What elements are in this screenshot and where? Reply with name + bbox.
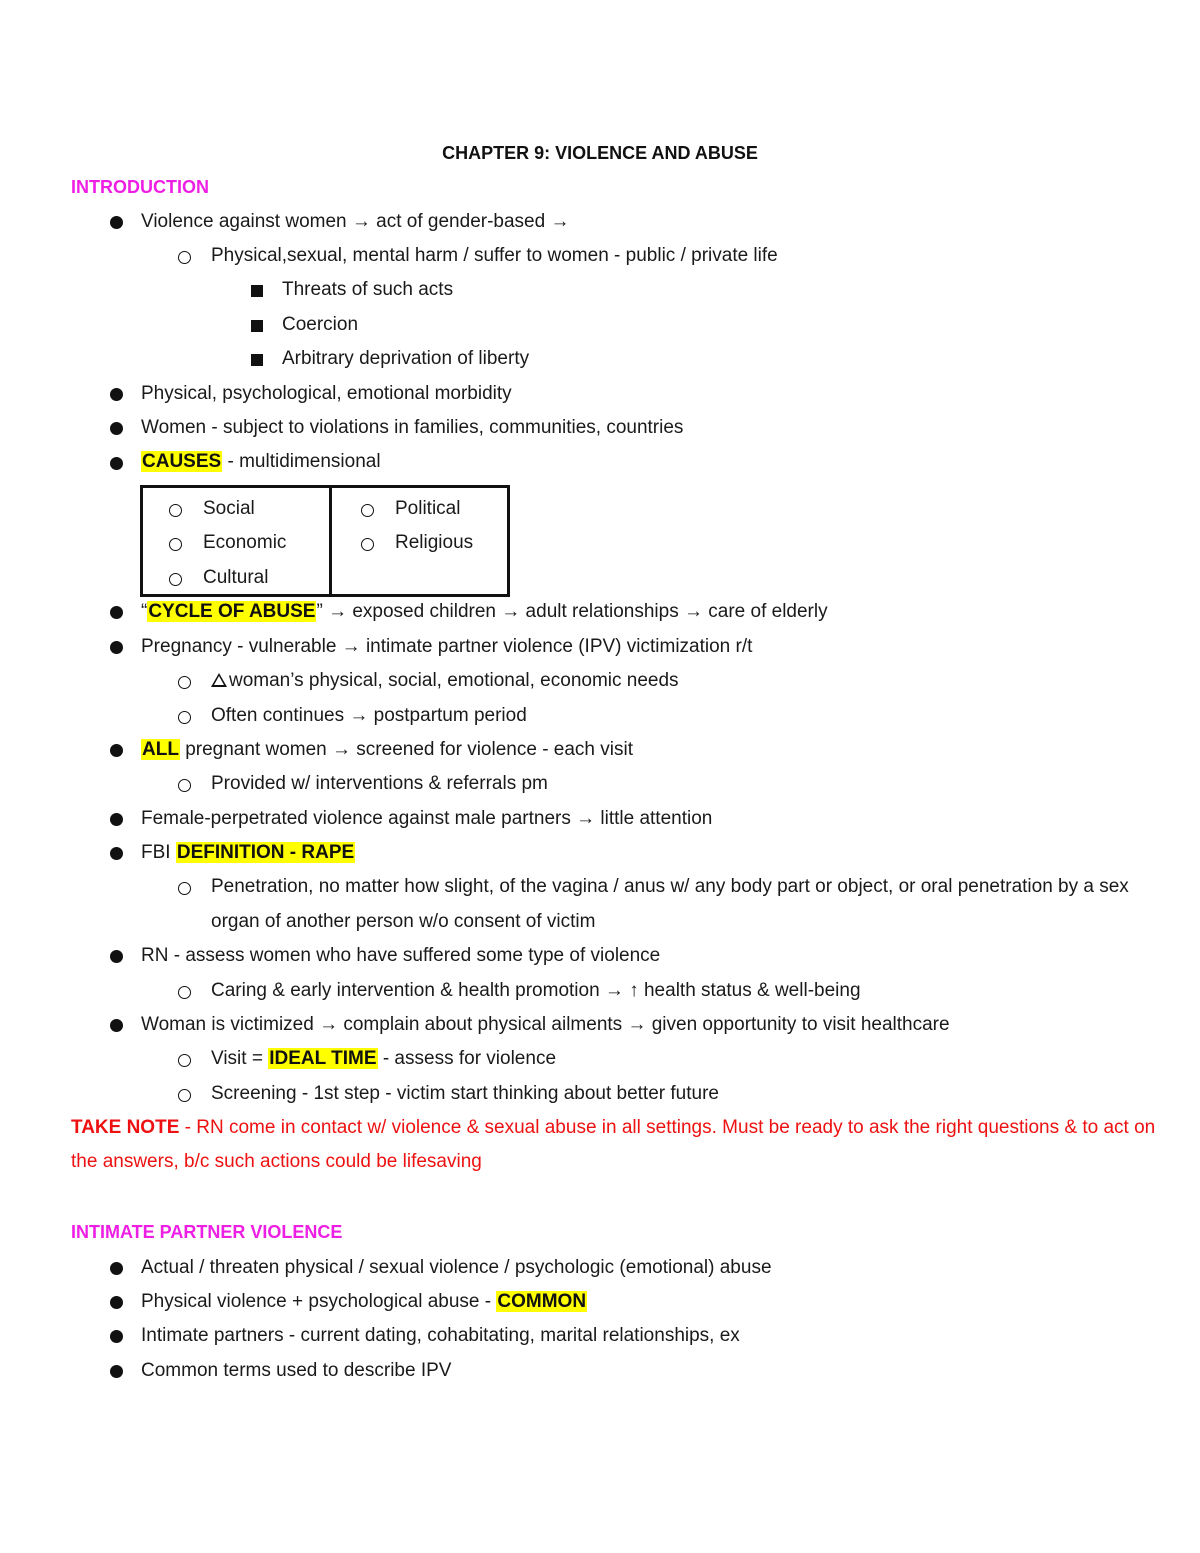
list-item: Physical,sexual, mental harm / suffer to women - public / private life (211, 245, 778, 266)
list-item: Screening - 1st step - victim start thinking about better future (211, 1083, 719, 1104)
list-item (141, 450, 381, 474)
list-item: Physical, psychological, emotional morbidity (141, 383, 512, 404)
bullet-square-icon (251, 320, 263, 332)
list-item (141, 1290, 587, 1314)
section-heading-ipv: INTIMATE PARTNER VIOLENCE (71, 1222, 343, 1242)
bullet-dot-icon (110, 1330, 123, 1343)
list-item-text: ” → exposed children → adult relationships → care of elderly (316, 601, 828, 622)
causes-table-divider (329, 485, 332, 597)
list-item: Common terms used to describe IPV (141, 1360, 452, 1381)
bullet-dot-icon (110, 1296, 123, 1309)
list-item-text: - assess for violence (377, 1048, 557, 1069)
list-item: Women - subject to violations in families, communities, countries (141, 417, 684, 438)
causes-item-religious: Religious (395, 532, 474, 553)
bullet-circle-icon (178, 1054, 191, 1067)
list-item: Intimate partners - current dating, cohabitating, marital relationships, ex (141, 1325, 740, 1346)
list-item: Penetration, no matter how slight, of the vagina / anus w/ any body part or object, or oral penetration by a sex (211, 876, 1129, 897)
bullet-dot-icon (110, 1365, 123, 1378)
bullet-square-icon (251, 285, 263, 297)
list-item: Coercion (282, 314, 359, 335)
list-item-text: “ (141, 601, 148, 622)
bullet-dot-icon (110, 641, 123, 654)
bullet-square-icon (251, 354, 263, 366)
causes-item-social: Social (203, 498, 255, 519)
list-item (211, 669, 679, 693)
causes-item-economic: Economic (203, 532, 287, 553)
list-item-text: FBI (141, 842, 176, 863)
bullet-circle-icon (178, 251, 191, 264)
list-item-text: - multidimensional (222, 451, 381, 472)
take-note-label: TAKE NOTE (71, 1117, 180, 1138)
bullet-dot-icon (110, 813, 123, 826)
highlight-all: ALL (142, 739, 179, 760)
bullet-circle-icon (178, 986, 191, 999)
bullet-dot-icon (110, 744, 123, 757)
highlight-ideal-time: IDEAL TIME (269, 1048, 377, 1069)
bullet-dot-icon (110, 1262, 123, 1275)
causes-item-cultural: Cultural (203, 567, 269, 588)
list-item-text: Visit = (211, 1048, 269, 1069)
bullet-circle-icon (178, 779, 191, 792)
list-item (141, 738, 633, 762)
bullet-circle-icon (178, 711, 191, 724)
bullet-dot-icon (110, 950, 123, 963)
delta-change-icon (211, 673, 227, 687)
causes-item-political: Political (395, 498, 461, 519)
bullet-dot-icon (110, 606, 123, 619)
bullet-circle-icon (169, 538, 182, 551)
bullet-dot-icon (110, 388, 123, 401)
list-item: Pregnancy - vulnerable → intimate partner violence (IPV) victimization r/t (141, 636, 753, 657)
bullet-circle-icon (178, 676, 191, 689)
take-note-text: - RN come in contact w/ violence & sexual abuse in all settings. Must be ready to ask the right questions & to act on the answers, b/c such actions could be lifesaving (71, 1117, 1156, 1172)
bullet-circle-icon (169, 504, 182, 517)
list-item: Violence against women → act of gender-based → (141, 211, 570, 232)
list-item: Often continues → postpartum period (211, 705, 527, 726)
list-item: Caring & early intervention & health promotion → ↑ health status & well-being (211, 980, 861, 1001)
highlight-definition-rape: DEFINITION - RAPE (176, 842, 355, 863)
bullet-dot-icon (110, 1019, 123, 1032)
bullet-dot-icon (110, 847, 123, 860)
bullet-dot-icon (110, 457, 123, 470)
bullet-circle-icon (178, 1089, 191, 1102)
list-item (211, 1047, 556, 1071)
list-item-continuation: organ of another person w/o consent of victim (211, 911, 596, 932)
highlight-common: COMMON (497, 1291, 587, 1312)
bullet-circle-icon (361, 504, 374, 517)
list-item: Arbitrary deprivation of liberty (282, 348, 530, 369)
list-item-text: Physical violence + psychological abuse - (141, 1291, 497, 1312)
list-item (141, 600, 828, 624)
section-heading-introduction: INTRODUCTION (71, 177, 209, 197)
bullet-circle-icon (361, 538, 374, 551)
bullet-circle-icon (178, 882, 191, 895)
take-note-paragraph (71, 1111, 1171, 1179)
highlight-causes: CAUSES (142, 451, 222, 472)
list-item: Female-perpetrated violence against male partners → little attention (141, 808, 713, 829)
list-item-text: woman’s physical, social, emotional, economic needs (229, 670, 679, 691)
bullet-dot-icon (110, 216, 123, 229)
list-item: RN - assess women who have suffered some type of violence (141, 945, 661, 966)
list-item: Provided w/ interventions & referrals pm (211, 773, 548, 794)
bullet-circle-icon (169, 573, 182, 586)
page-title: CHAPTER 9: VIOLENCE AND ABUSE (442, 143, 758, 163)
list-item: Actual / threaten physical / sexual violence / psychologic (emotional) abuse (141, 1257, 772, 1278)
bullet-dot-icon (110, 422, 123, 435)
list-item (141, 841, 355, 865)
list-item-text: pregnant women → screened for violence - each visit (179, 739, 633, 760)
list-item: Woman is victimized → complain about physical ailments → given opportunity to visit healthcare (141, 1014, 950, 1035)
highlight-cycle-of-abuse: CYCLE OF ABUSE (148, 601, 316, 622)
list-item: Threats of such acts (282, 279, 454, 300)
